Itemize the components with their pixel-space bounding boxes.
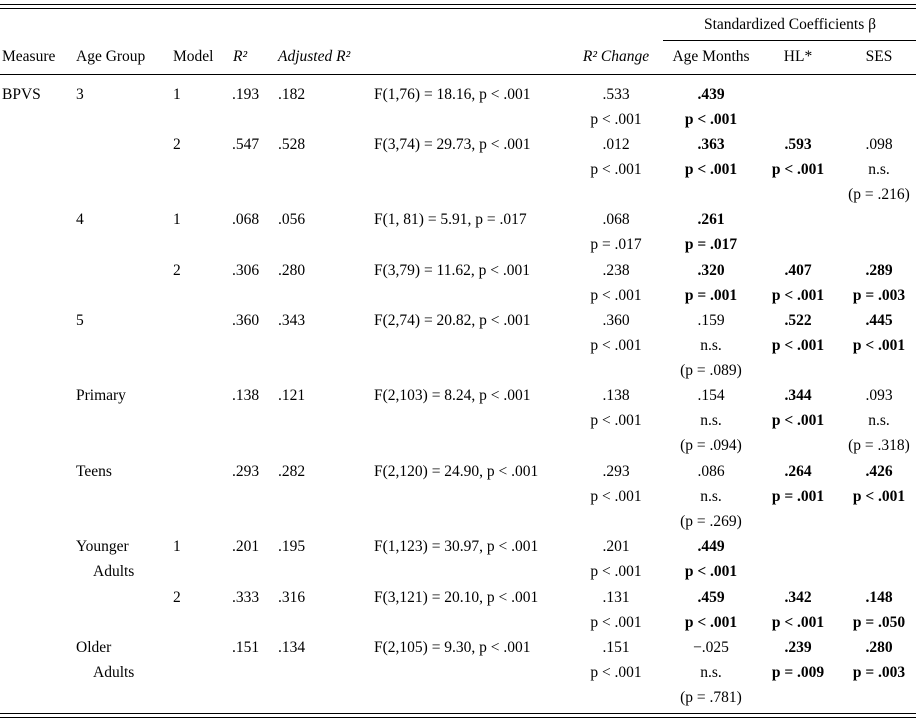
cell-age-months: .439 xyxy=(697,86,725,103)
cell-age-group: Primary xyxy=(76,387,126,404)
cell-hl: .344 xyxy=(784,387,812,404)
cell-hl: .239 xyxy=(784,639,812,656)
cell-adjusted-r2: .134 xyxy=(278,639,306,656)
cell-r2-change-p: p < .001 xyxy=(590,488,642,506)
cell-age-group: Younger xyxy=(76,538,129,555)
cell-f-statistic: F(2,120) = 24.90, p < .001 xyxy=(374,463,539,480)
col-r2-header: R² xyxy=(233,48,248,65)
cell-age-months-p: p < .001 xyxy=(684,161,738,179)
bottom-rule-1 xyxy=(0,713,916,714)
cell-hl-p: p < .001 xyxy=(771,614,825,632)
col-age-group-header: Age Group xyxy=(76,48,146,65)
cell-r2: .333 xyxy=(232,589,260,606)
cell-adjusted-r2: .316 xyxy=(278,589,306,606)
coef-group-label: Standardized Coefficients β xyxy=(703,16,877,33)
cell-age-months: .363 xyxy=(697,136,725,153)
cell-r2-change: .293 xyxy=(602,463,630,480)
cell-age-months: .086 xyxy=(697,463,725,480)
cell-hl-p: p = .001 xyxy=(771,488,825,506)
cell-hl: .264 xyxy=(784,463,812,480)
cell-r2-change: .151 xyxy=(602,639,630,656)
cell-model: 1 xyxy=(173,211,181,228)
cell-r2-change: .068 xyxy=(602,211,630,228)
col-adj-r2-header: Adjusted R² xyxy=(278,48,351,65)
cell-age-group-cont: Adults xyxy=(93,563,135,581)
cell-age-group-cont: Adults xyxy=(93,664,135,682)
cell-hl-p: p < .001 xyxy=(771,287,825,305)
cell-adjusted-r2: .343 xyxy=(278,312,306,329)
cell-r2-change: .360 xyxy=(602,312,630,329)
cell-age-months-p: n.s. xyxy=(700,337,722,355)
cell-f-statistic: F(2,105) = 9.30, p < .001 xyxy=(374,639,531,656)
cell-adjusted-r2: .528 xyxy=(278,136,306,153)
cell-ses: .426 xyxy=(865,463,893,480)
cell-f-statistic: F(2,74) = 20.82, p < .001 xyxy=(374,312,531,329)
cell-age-months-p: n.s. xyxy=(700,488,722,506)
cell-age-months: .449 xyxy=(697,538,725,555)
cell-age-months-p: p = .017 xyxy=(684,236,738,254)
header-rule xyxy=(0,74,916,75)
cell-r2-change: .533 xyxy=(602,86,630,103)
cell-age-months: .320 xyxy=(697,262,725,279)
cell-age-group: Older xyxy=(76,639,112,656)
cell-adjusted-r2: .182 xyxy=(278,86,306,103)
cell-r2-change-p: p < .001 xyxy=(590,664,642,682)
cell-age-months: .159 xyxy=(697,312,725,329)
cell-age-group: Teens xyxy=(76,463,112,480)
cell-r2: .138 xyxy=(232,387,260,404)
cell-r2-change: .238 xyxy=(602,262,630,279)
cell-ses-p: p = .003 xyxy=(852,664,906,682)
cell-r2: .193 xyxy=(232,86,260,103)
cell-model: 2 xyxy=(173,262,181,279)
cell-r2: .201 xyxy=(232,538,260,555)
cell-age-months-p-exact: (p = .094) xyxy=(680,437,742,455)
cell-age-group: 4 xyxy=(76,211,84,228)
cell-r2-change-p: p < .001 xyxy=(590,563,642,581)
cell-r2-change: .201 xyxy=(602,538,630,555)
cell-age-months: −.025 xyxy=(693,639,729,656)
top-rule-2 xyxy=(0,8,916,9)
cell-ses: .445 xyxy=(865,312,893,329)
bottom-rule-2 xyxy=(0,717,916,718)
cell-adjusted-r2: .056 xyxy=(278,211,306,228)
col-hl-header: HL* xyxy=(783,48,813,65)
cell-hl-p: p < .001 xyxy=(771,337,825,355)
cell-age-months-p-exact: (p = .781) xyxy=(680,689,742,707)
cell-hl-p: p < .001 xyxy=(771,412,825,430)
cell-r2: .293 xyxy=(232,463,260,480)
cell-r2: .151 xyxy=(232,639,260,656)
cell-f-statistic: F(1,123) = 30.97, p < .001 xyxy=(374,538,539,555)
cell-r2: .547 xyxy=(232,136,260,153)
cell-r2-change: .012 xyxy=(602,136,630,153)
cell-r2: .068 xyxy=(232,211,260,228)
cell-model: 1 xyxy=(173,538,181,555)
top-rule-1 xyxy=(0,4,916,5)
cell-r2-change-p: p < .001 xyxy=(590,614,642,632)
cell-ses-p: p = .050 xyxy=(852,614,906,632)
cell-age-months-p-exact: (p = .089) xyxy=(680,362,742,380)
coef-group-header xyxy=(704,17,876,33)
cell-hl-p: p = .009 xyxy=(771,664,825,682)
cell-r2: .360 xyxy=(232,312,260,329)
col-measure-header: Measure xyxy=(2,48,56,65)
cell-age-group: 3 xyxy=(76,86,84,103)
cell-r2-change-p: p < .001 xyxy=(590,111,642,129)
cell-hl-p: p < .001 xyxy=(771,161,825,179)
cell-model: 2 xyxy=(173,136,181,153)
cell-ses-p-exact: (p = .318) xyxy=(848,437,910,455)
cell-measure: BPVS xyxy=(2,86,41,103)
cell-r2-change-p: p < .001 xyxy=(590,287,642,305)
cell-ses: .148 xyxy=(865,589,893,606)
cell-ses: .289 xyxy=(865,262,893,279)
cell-f-statistic: F(1, 81) = 5.91, p = .017 xyxy=(374,211,527,228)
cell-adjusted-r2: .195 xyxy=(278,538,306,555)
cell-age-months-p-exact: (p = .269) xyxy=(680,513,742,531)
cell-ses-p-exact: (p = .216) xyxy=(848,186,910,204)
coef-group-rule xyxy=(663,40,916,41)
cell-age-months-p: p = .001 xyxy=(684,287,738,305)
cell-ses: .098 xyxy=(865,136,893,153)
cell-age-months-p: n.s. xyxy=(700,412,722,430)
cell-ses: .280 xyxy=(865,639,893,656)
cell-age-months-p: p < .001 xyxy=(684,111,738,129)
col-model-header: Model xyxy=(173,48,214,65)
cell-r2-change-p: p = .017 xyxy=(590,236,642,254)
cell-r2-change-p: p < .001 xyxy=(590,337,642,355)
cell-ses-p: p < .001 xyxy=(852,337,906,355)
col-r2-change-header: R² Change xyxy=(582,48,650,65)
cell-r2-change-p: p < .001 xyxy=(590,412,642,430)
cell-model: 2 xyxy=(173,589,181,606)
cell-r2-change: .138 xyxy=(602,387,630,404)
cell-ses-p: p = .003 xyxy=(852,287,906,305)
cell-r2: .306 xyxy=(232,262,260,279)
cell-f-statistic: F(3,74) = 29.73, p < .001 xyxy=(374,136,531,153)
cell-ses-p: p < .001 xyxy=(852,488,906,506)
cell-age-months: .459 xyxy=(697,589,725,606)
cell-hl: .522 xyxy=(784,312,812,329)
cell-age-group: 5 xyxy=(76,312,84,329)
cell-f-statistic: F(2,103) = 8.24, p < .001 xyxy=(374,387,531,404)
cell-r2-change: .131 xyxy=(602,589,630,606)
cell-adjusted-r2: .280 xyxy=(278,262,306,279)
cell-f-statistic: F(3,79) = 11.62, p < .001 xyxy=(374,262,530,279)
cell-f-statistic: F(3,121) = 20.10, p < .001 xyxy=(374,589,539,606)
cell-hl: .407 xyxy=(784,262,812,279)
cell-ses: .093 xyxy=(865,387,893,404)
cell-ses-p: n.s. xyxy=(868,412,890,430)
cell-age-months: .154 xyxy=(697,387,725,404)
col-age-months-header: Age Months xyxy=(672,48,750,65)
cell-hl: .342 xyxy=(784,589,812,606)
cell-age-months: .261 xyxy=(697,211,725,228)
cell-ses-p: n.s. xyxy=(868,161,890,179)
cell-hl: .593 xyxy=(784,136,812,153)
cell-adjusted-r2: .121 xyxy=(278,387,306,404)
cell-model: 1 xyxy=(173,86,181,103)
cell-age-months-p: p < .001 xyxy=(684,614,738,632)
cell-age-months-p: p < .001 xyxy=(684,563,738,581)
cell-age-months-p: n.s. xyxy=(700,664,722,682)
cell-f-statistic: F(1,76) = 18.16, p < .001 xyxy=(374,86,531,103)
cell-adjusted-r2: .282 xyxy=(278,463,306,480)
col-ses-header: SES xyxy=(865,48,893,65)
cell-r2-change-p: p < .001 xyxy=(590,161,642,179)
